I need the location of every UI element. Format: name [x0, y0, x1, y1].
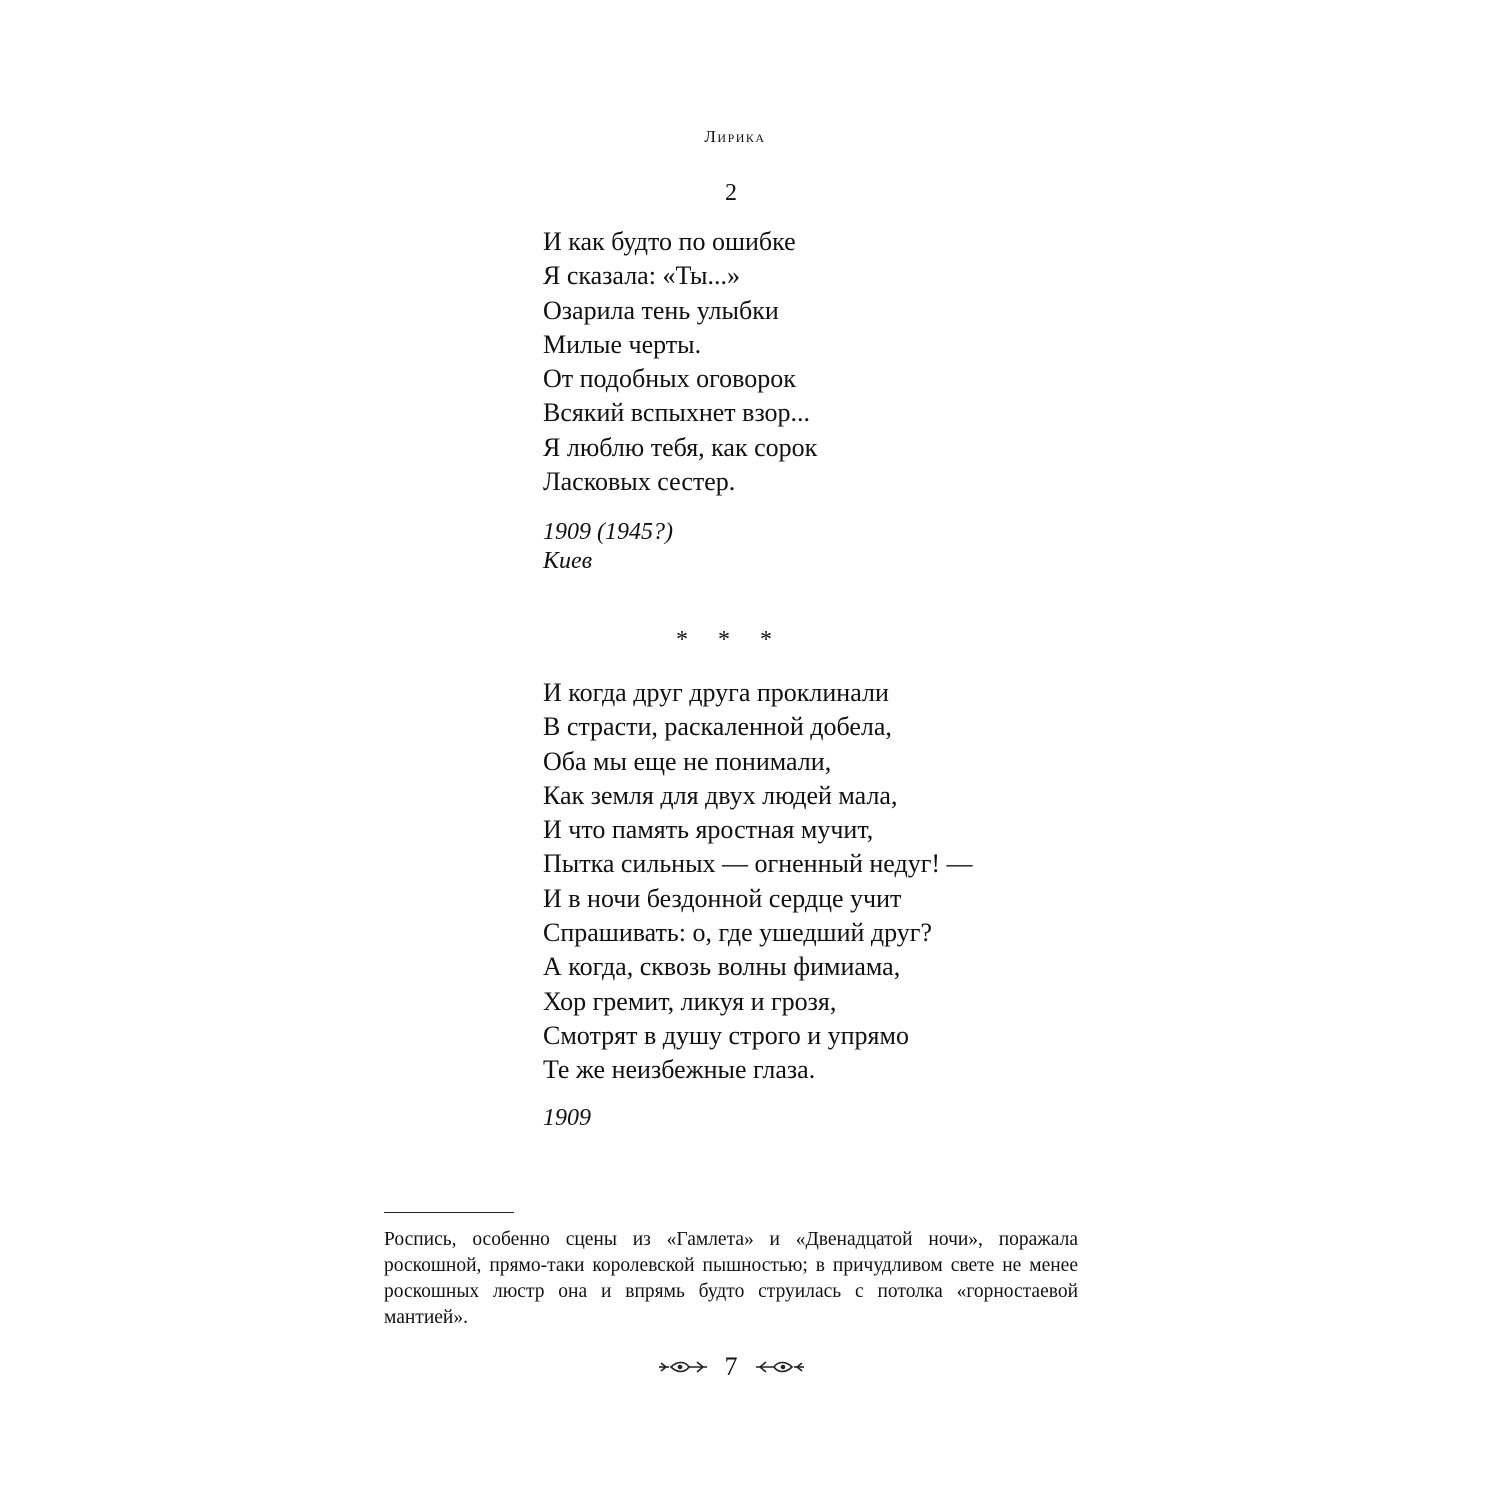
poem-line: Спрашивать: о, где ушедший друг? [543, 918, 932, 948]
poem-line: Милые черты. [543, 329, 702, 359]
poem-line: Ласковых сестер. [543, 467, 736, 497]
poem-line: И в ночи бездонной сердце учит [543, 883, 902, 913]
right-ornament-icon [754, 1359, 806, 1375]
poem-1-dateline [543, 518, 673, 576]
section-separator: * * * [676, 627, 784, 653]
poem-2-stanza [543, 676, 973, 1088]
poem-line: И когда друг друга проклинали [543, 678, 889, 707]
page-folio [0, 1352, 1462, 1382]
poem-1-stanza [543, 225, 817, 499]
poem-line: И как будто по ошибке [543, 227, 796, 256]
poem-place: Киев [543, 548, 593, 574]
poem-line: И что память яростная мучит, [543, 815, 874, 845]
poem-line: Оба мы еще не понимали, [543, 746, 832, 776]
footnote-text: Роспись, особенно сцены из «Гамлета» и «Двенадцатой ночи», поражала роскошной, прямо-таки королевской пышностью; в причудливом свете не менее роскошных люстр она и впрямь будто струилась с потолка «горностаевой мантией». [384, 1229, 1078, 1328]
poem-line: Смотрят в душу строго и упрямо [543, 1020, 909, 1050]
poem-line: От подобных оговорок [543, 364, 796, 394]
left-ornament-icon [657, 1359, 709, 1375]
page-number: 7 [724, 1352, 738, 1381]
footnote-divider [384, 1212, 514, 1213]
poem-2-date: 1909 [543, 1105, 591, 1131]
poem-line: Хор гремит, ликуя и грозя, [543, 986, 837, 1016]
poem-line: Я сказала: «Ты...» [543, 261, 740, 291]
poem-date: 1909 (1945?) [543, 519, 673, 545]
poem-line: Я люблю тебя, как сорок [543, 432, 818, 462]
poem-number: 2 [725, 180, 737, 206]
poem-line: Всякий вспыхнет взор... [543, 398, 811, 428]
poem-line: Озарила тень улыбки [543, 295, 779, 325]
poem-line: Пытка сильных — огненный недуг! — [543, 849, 973, 879]
poem-line: Те же неизбежные глаза. [543, 1055, 816, 1085]
poem-line: Как земля для двух людей мала, [543, 780, 898, 810]
poem-line: В страсти, раскаленной добела, [543, 712, 892, 742]
poem-line: А когда, сквозь волны фимиама, [543, 952, 901, 982]
running-head: Лирика [704, 127, 766, 146]
